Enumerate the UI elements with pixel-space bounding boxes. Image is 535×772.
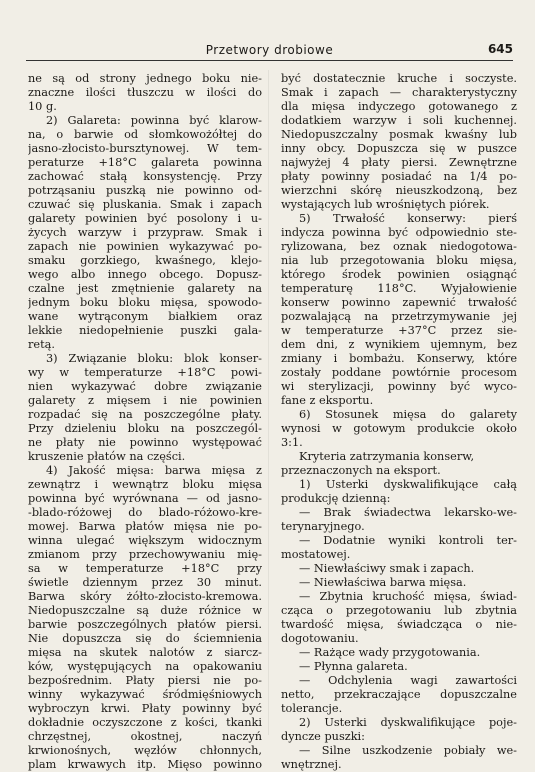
text-line: wane wytrąconym białkiem oraz — [28, 310, 262, 323]
text-line: przeznaczonych na eksport. — [281, 464, 441, 477]
text-line: peraturze +18°C galareta powinna — [28, 156, 262, 169]
text-line: plam krwawych itp. Mięso powinno — [28, 758, 262, 771]
left-text-column — [28, 72, 262, 772]
text-line: — Niewłaściwa barwa mięsa. — [299, 576, 467, 589]
text-line: 6) Stosunek mięsa do galarety — [299, 408, 517, 421]
column-gutter — [268, 70, 269, 735]
text-line: Kryteria zatrzymania konserw, — [299, 450, 475, 463]
text-line: pozwalającą na przetrzymywanie jej — [281, 310, 517, 323]
text-line: 4) Jakość mięsa: barwa mięsa z — [46, 464, 262, 477]
text-line: jasno-złocisto-bursztynowej. W tem- — [28, 142, 262, 155]
text-line: cząca o przegotowaniu lub zbytnia — [281, 604, 517, 617]
text-line: zmianom przy przechowywaniu mię- — [28, 548, 262, 561]
text-line: terynaryjnego. — [281, 520, 365, 533]
text-line: zostały poddane powtórnie procesom — [281, 366, 517, 379]
text-line: 2) Galareta: powinna być klarow- — [46, 114, 262, 127]
text-line: dla mięsa indyczego gotowanego z — [281, 100, 517, 113]
text-line: -blado-różowej do blado-różowo-kre- — [28, 506, 262, 519]
text-line: Niedopuszczalne są duże różnice w — [28, 604, 262, 617]
text-line: płaty powinny posiadać na 1/4 po- — [281, 170, 517, 183]
text-line: wystających lub wrośniętych piórek. — [281, 198, 490, 211]
text-line: zachować stałą konsystencję. Przy — [28, 170, 262, 183]
text-line: czuwać się pluskania. Smak i zapach — [28, 198, 262, 211]
text-line: galarety powinien być posolony i u- — [28, 212, 262, 225]
page-number: 645 — [487, 42, 513, 56]
text-line: nia lub przegotowania bloku mięsa, — [281, 254, 517, 267]
text-line: twardość mięsa, świadcząca o nie- — [281, 618, 517, 631]
text-line: powinna być wyrównana — od jasno- — [28, 492, 262, 505]
text-line: — Silne uszkodzenie pobiały we- — [299, 744, 517, 757]
text-line: Niedopuszczalny posmak kwaśny lub — [281, 128, 517, 141]
text-line: wi sterylizacji, powinny być wyco- — [281, 380, 517, 393]
text-line: winny wykazywać śródmięśniowych — [28, 688, 262, 701]
text-line: zewnątrz i wewnątrz bloku mięsa — [28, 478, 262, 491]
text-line: — Brak świadectwa lekarsko-we- — [299, 506, 517, 519]
text-line: indycza powinna być odpowiednio ste- — [281, 226, 517, 239]
text-line: — Rażące wady przygotowania. — [299, 646, 481, 659]
text-line: barwie poszczególnych płatów piersi. — [28, 618, 262, 631]
text-line: fane z eksportu. — [281, 394, 374, 407]
text-line: dem dni, z wynikiem ujemnym, bez — [281, 338, 517, 351]
text-line: retą. — [28, 338, 55, 351]
text-line: winna ulegać większym widocznym — [28, 534, 262, 547]
text-line: rylizowana, bez oznak niedogotowa- — [281, 240, 517, 253]
text-line: dokładnie oczyszczone z kości, tkanki — [28, 716, 262, 729]
text-line: ne płaty nie powinno występować — [28, 436, 262, 449]
text-line: lekkie niedopełnienie puszki gala- — [28, 324, 262, 337]
text-line: mostatowej. — [281, 548, 351, 561]
text-line: ków, występujących na opakowaniu — [28, 660, 262, 673]
text-line: chrzęstnej, okostnej, naczyń — [28, 730, 262, 743]
text-line: najwyżej 4 płaty piersi. Zewnętrzne — [281, 156, 517, 169]
text-line: 2) Usterki dyskwalifikujące poje- — [299, 716, 517, 729]
text-line: na, o barwie od słomkowożółtej do — [28, 128, 262, 141]
text-line: — Zbytnia kruchość mięsa, świad- — [299, 590, 517, 603]
text-line: w temperaturze +37°C przez sie- — [281, 324, 517, 337]
text-line: — Niewłaściwy smak i zapach. — [299, 562, 475, 575]
text-line: Smak i zapach — charakterystyczny — [281, 86, 517, 99]
text-line: Nie dopuszcza się do ściemnienia — [28, 632, 262, 645]
text-line: dogotowaniu. — [281, 632, 359, 645]
text-line: 5) Trwałość konserwy: pierś — [299, 212, 517, 225]
text-line: bezpośrednim. Płaty piersi nie po- — [28, 674, 262, 687]
text-line: 10 g. — [28, 100, 57, 113]
text-line: zmiany i bombażu. Konserwy, które — [281, 352, 517, 365]
text-line: mowej. Barwa płatów mięsa nie po- — [28, 520, 262, 533]
text-line: znaczne ilości tłuszczu w ilości do — [28, 86, 262, 99]
text-line: produkcję dzienną: — [281, 492, 391, 505]
text-line: nien wykazywać dobre związanie — [28, 380, 262, 393]
text-line: wybroczyn krwi. Płaty powinny być — [28, 702, 262, 715]
text-line: którego środek powinien osiągnąć — [281, 268, 517, 281]
text-line: tolerancje. — [281, 702, 343, 715]
text-line: 3:1. — [281, 436, 303, 449]
text-line: 1) Usterki dyskwalifikujące całą — [299, 478, 517, 491]
text-line: — Dodatnie wyniki kontroli ter- — [299, 534, 517, 547]
text-line: Przy dzieleniu bloku na poszczegól- — [28, 422, 262, 435]
text-line: 3) Związanie bloku: blok konser- — [46, 352, 262, 365]
text-line: wnętrznej. — [281, 758, 342, 771]
text-line: życych warzyw i przypraw. Smak i — [28, 226, 262, 239]
right-text-column — [281, 72, 517, 772]
text-line: świetle dziennym przez 30 minut. — [28, 576, 262, 589]
text-line: galarety z mięsem i nie powinien — [28, 394, 262, 407]
text-line: dodatkiem warzyw i soli kuchennej. — [281, 114, 517, 127]
text-line: netto, przekraczające dopuszczalne — [281, 688, 517, 701]
text-line: wy w temperaturze +18°C powi- — [28, 366, 262, 379]
text-line: jednym boku bloku mięsa, spowodo- — [28, 296, 262, 309]
text-line: dyncze puszki: — [281, 730, 365, 743]
text-line: krwionośnych, węzłów chłonnych, — [28, 744, 262, 757]
text-line: mięsa na skutek nalotów z siarcz- — [28, 646, 262, 659]
text-line: kruszenie płatów na części. — [28, 450, 186, 463]
text-line: zapach nie powinien wykazywać po- — [28, 240, 262, 253]
text-line: Barwa skóry żółto-złocisto-kremowa. — [28, 590, 262, 603]
text-line: wynosi w gotowym produkcie około — [281, 422, 517, 435]
text-line: rozpadać się na poszczególne płaty. — [28, 408, 262, 421]
text-line: być dostatecznie kruche i soczyste. — [281, 72, 517, 85]
text-line: potrząsaniu puszką nie powinno od- — [28, 184, 262, 197]
text-line: wego albo innego obcego. Dopusz- — [28, 268, 262, 281]
text-line: — Płynna galareta. — [299, 660, 408, 673]
text-line: sa w temperaturze +18°C przy — [28, 562, 262, 575]
text-line: wierzchni skórę nieuszkodzoną, bez — [281, 184, 517, 197]
text-line: czalne jest zmętnienie galarety na — [28, 282, 262, 295]
page-header — [26, 38, 513, 61]
text-line: inny obcy. Dopuszcza się w puszce — [281, 142, 517, 155]
text-line: smaku gorzkiego, kwaśnego, klejo- — [28, 254, 262, 267]
text-line: temperaturę 118°C. Wyjałowienie — [281, 282, 517, 295]
running-title: Przetwory drobiowe — [205, 43, 334, 57]
text-line: — Odchylenia wagi zawartości — [299, 674, 517, 687]
text-line: konserw powinno zapewnić trwałość — [281, 296, 517, 309]
text-line: ne są od strony jednego boku nie- — [28, 72, 262, 85]
